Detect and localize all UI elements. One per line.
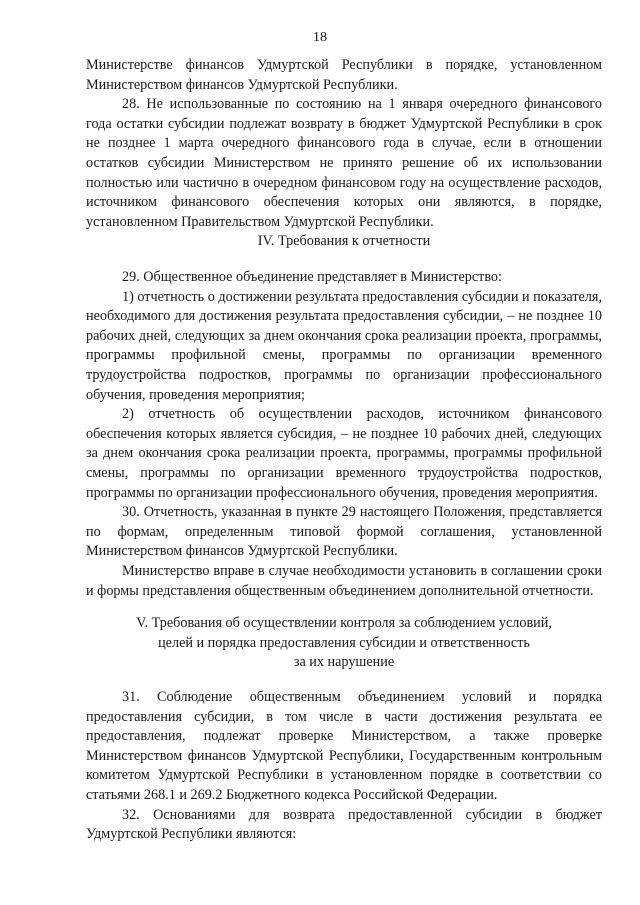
paragraph-28: 28. Не использованные по состоянию на 1 января очередного финансового года остатки субсидии подлежат возврату в бюджет Удмуртской Республики в срок не позднее 1 марта очередного финансового года в случае, если в отношении остатков субсидии Министерством не принято решение об их использовании полностью или частично в очередном финансовом году на осуществление расходов, источником финансового обеспечения которых они являются, в порядке, установленном Правительством Удмуртской Республики. (86, 96, 602, 230)
section-heading-5-line-1: V. Требования об осуществлении контроля за соблюдением условий, (136, 615, 552, 631)
paragraph-continuation: Министерстве финансов Удмуртской Республики в порядке, установленном Министерством финансов Удмуртской Республики. (86, 57, 602, 93)
section-4-block (86, 232, 602, 252)
page-number: 18 (313, 30, 327, 45)
paragraph-29: 29. Общественное объединение представляет в Министерство: (122, 269, 502, 285)
section-4-content (86, 268, 602, 601)
paragraph-29-item-2: 2) отчетность об осуществлении расходов, источником финансового обеспечения которых является субсидия, – не позднее 10 рабочих дней, следующих за днем окончания срока реализации проекта, программы, программы профильной смены, программы по организации временного трудоустройства подростков, программы по организации профессионального обучения, проведения мероприятия. (86, 406, 602, 501)
section-5-content (86, 688, 602, 845)
section-heading-4: IV. Требования к отчетности (257, 233, 431, 249)
paragraph-30-additional: Министерство вправе в случае необходимости установить в соглашении сроки и формы представления общественным объединением дополнительной отчетности. (86, 562, 602, 599)
section-heading-5-line-3: за их нарушение (293, 654, 395, 671)
section-heading-5 (86, 614, 602, 673)
paragraph-29-item-1: 1) отчетность о достижении результата предоставления субсидии и показателя, необходимого для достижения результата предоставления субсидии, – не позднее 10 рабочих дней, следующих за днем окончания срока реализации проекта, программы, программы профильной смены, программы по организации временного трудоустройства подростков, программы по организации профессионального обучения, проведения мероприятия; (86, 288, 602, 403)
section-heading-5-line-2: целей и порядка предоставления субсидии и ответственность (158, 634, 530, 651)
paragraph-31: 31. Соблюдение общественным объединением условий и порядка предоставления субсидии, в том числе в части достижения результата ее предоставления, подлежат проверке Министерством, а также проверке Министерством финансов Удмуртской Республики, Государственным контрольным комитетом Удмуртской Республики в установленном порядке в соответствии со статьями 268.1 и 269.2 Бюджетного кодекса Российской Федерации. (86, 689, 602, 803)
paragraph-continuation-block (86, 56, 602, 232)
paragraph-32: 32. Основаниями для возврата предоставленной субсидии в бюджет Удмуртской Республики являются: (86, 806, 602, 843)
paragraph-30: 30. Отчетность, указанная в пункте 29 настоящего Положения, представляется по формам, определенным типовой формой соглашения, установленной Министерством финансов Удмуртской Республики. (86, 504, 602, 560)
